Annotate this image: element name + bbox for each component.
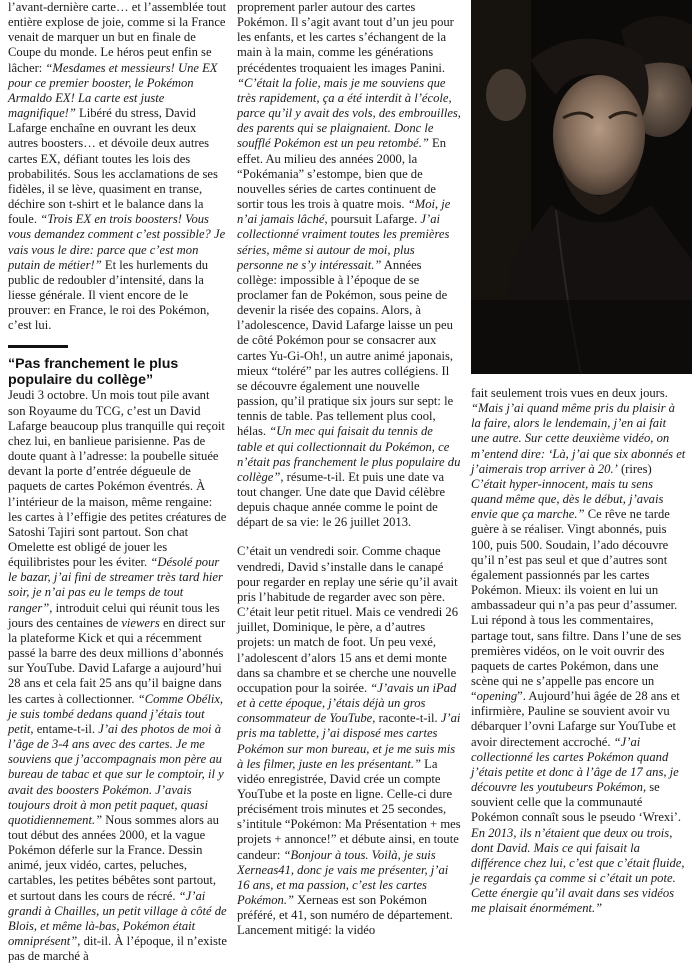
body-text: , introduit celui qui réunit tous les jours des centaines de [8, 600, 220, 630]
quote-text: J’ai des photos de moi à l’âge de 3-4 ans avec des cartes. Je me souviens que j’accompagnais mon père au bureau de tabac et que sur le comptoir, il y avait des boosters Pokémon. J’avais toujours droit à mon petit paquet, quasi quotidiennement.” [8, 721, 224, 827]
body-text: proprement parler autour des cartes Pokémon. Il s’agit avant tout d’un jeu pour les enfants, et les cartes s’échangent de la main à la main, comme les générations précédentes troquaient les images Panini. [237, 0, 454, 75]
body-text: , se souvient celle que la communauté Pokémon connaît sous le pseudo ‘Wrexi’. [471, 780, 682, 825]
quote-text: “Trois EX en trois boosters! Vous vous demandez comment c’est possible? Je vais vous le dire: parce que c’est mon putain de métier!” [8, 212, 226, 272]
heading-rule [8, 345, 68, 348]
quote-text: “Bonjour à tous. Voilà, je suis Xerneas41, donc je vais me présenter, j’ai 16 ans, et ma passion, c’est les cartes Pokémon.” [237, 847, 449, 908]
quote-text: viewers [121, 615, 160, 630]
body-text: Jeudi 3 octobre. Un mois tout pile avant son Royaume du TCG, c’est un David Lafarge beaucoup plus tranquille qui reçoit chez lui, en banlieue parisienne. Pas de doute quant à l’adresse: la poubelle située devant la porte d’entrée dégueule de paquets de cartes Pokémon éventrés. À l’intérieur de la maison, même rengaine: les cartes à l’effigie des petites créatures de Satoshi Tajiri sont partout. Son chat Omelette est obligé de jouer les équilibristes pour les éviter. [8, 388, 227, 570]
paragraph [8, 388, 228, 964]
quote-text: “J’ai grandi à Chailles, un petit village à côté de Blois, et même là-bas, Pokémon était omniprésent” [8, 888, 227, 949]
quote-text: “Comme Obélix, je suis tombé dedans quand j’étais tout petit [8, 691, 224, 736]
quote-text: J’ai collectionné vraiment toutes les premières séries, même si autour de moi, plus personne ne s’y intéressait.” [237, 212, 450, 272]
body-text: ”. Aujourd’hui âgée de 28 ans et infirmière, Pauline se souvient avoir vu débarquer l’ovni Lafarge sur YouTube et avoir directement accroché. [471, 689, 680, 749]
body-text: Nous sommes alors au tout début des années 2000, et la vague Pokémon déferle sur la France. Dessin animé, jeux vidéo, cartes, peluches, cartables, les petites bébêtes sont partout, et surtout dans les cours de récré. [8, 812, 219, 903]
article-column-2 [237, 0, 461, 938]
quote-text: “Mesdames et messieurs! Une EX pour ce premier booster, le Pokémon Armaldo EX! La carte est juste magnifique!” [8, 60, 218, 121]
article-column-3 [471, 386, 687, 916]
body-text: En effet. Au milieu des années 2000, la “Pokémania” s’estompe, bien que de nouvelles séries de cartes continuent de sortir tous les trois à quatre mois. [237, 136, 447, 212]
body-text: , raconte-t-il. [372, 711, 441, 726]
quote-text: En 2013, ils n’étaient que deux ou trois, dont David. Mais ce qui faisait la différence chez lui, c’est que c’était fluide, je regardais ça comme si c’était un pote. Cette énergie qu’il avait dans ses vidéos me plaisait énormément.” [471, 825, 685, 916]
quote-text: “Mais j’ai quand même pris du plaisir à la faire, alors le lendemain, j’en ai fait une autre. Sur cette deuxième vidéo, on m’entend dire: ‘Là, j’ai que six abonnés et j’aimerais trop arriver à 20.’ [471, 401, 686, 476]
body-text: , dit-il. À l’époque, il n’existe pas de marché à [8, 934, 227, 964]
body-text: en direct sur la plateforme Kick et qui a récemment passé la barre des deux millions d’abonnés sur YouTube. David Lafarge a aujourd’hui 28 ans et cela fait 25 ans qu’il baigne dans les cartes à collectionner. [8, 615, 226, 706]
body-text: Xerneas est son Pokémon préféré, et 41, son numéro de département. Lancement mitigé: la vidéo [237, 893, 453, 938]
quote-text: C’était hyper-innocent, mais tu sens quand même que, dès le début, j’avais envie que ça marche.” [471, 476, 664, 522]
body-text: , entame-t-il. [30, 721, 99, 736]
body-text: Libéré du stress, David Lafarge enchaîne en ouvrant les deux autres boosters… et dévoile deux autres cartes EX, défiant toutes les lois des probabilités. Sous les acclamations de ses fidèles, il se lève, quasiment en transe, déchire son t-shirt et le balance dans la foule. [8, 106, 218, 227]
section-heading: “Pas franchement le plus populaire du collège” [8, 356, 179, 388]
quote-text: “Un mec qui faisait du tennis de table et qui collectionnait du Pokémon, ce n’était pas franchement le plus populaire du collège” [237, 424, 461, 484]
body-text: l’avant-dernière carte… et l’assemblée tout entière explose de joie, comme si la France venait de marquer un but en finale de Coupe du monde. Le héros peut enfin se lâcher: [8, 0, 227, 75]
quote-text: J’ai pris ma tablette, j’ai disposé mes cartes Pokémon sur mon bureau, et je me suis mis à les filmer, juste en les présentant.” [237, 711, 461, 771]
body-text: C’était un vendredi soir. Comme chaque vendredi, David s’installe dans le canapé pour regarder en replay une série qu’il avait pris l’habitude de regarder avec son père. C’était leur petit rituel. Mais ce vendredi 26 juillet, Dominique, le père, a d’autres projets: un match de foot. Un peu vexé, l’adolescent d’alors 15 ans et demi monte dans sa chambre et se cherche une nouvelle occupation pour la soirée. [237, 544, 459, 695]
quote-text: “Moi, je n’ai jamais lâché [237, 197, 451, 227]
paragraph [471, 386, 687, 916]
article-column-1 [8, 0, 228, 964]
portrait-photo-illustration [471, 0, 692, 374]
quote-text: “Désolé pour le bazar, j’ai fini de streamer très tard hier soir, je n’ai pas eu le temps de tout ranger” [8, 555, 223, 615]
body-text: , poursuit Lafarge. [324, 212, 421, 227]
body-text: (rires) [617, 461, 652, 476]
quote-text: opening [476, 689, 518, 704]
portrait-photo [471, 0, 692, 374]
paragraph [237, 544, 461, 938]
body-text: Et les hurlements du public de redoubler d’intensité, dans la liesse générale. Il vient encore de le prouver: en France, le roi des Pokémon, c’est lui. [8, 257, 210, 333]
body-text: La vidéo enregistrée, David crée un compte YouTube et la poste en ligne. Celle-ci dure précisément trois minutes et 25 secondes, s’intitule “Pokémon: Ma Présentation + mes projets + annonce!” et débute ainsi, en toute candeur: [237, 756, 461, 862]
body-text: Années collège: impossible à l’époque de se proclamer fan de Pokémon, sous peine de devenir la risée des copains. Alors, à l’adolescence, David Lafarge laisse un peu de côté Pokémon pour se consacrer aux cartes Yu-Gi-Oh!, un autre animé japonais, mieux “toléré” par les autres collégiens. Il se découvre également une nouvelle passion, qu’il pratique six jours sur sept: le tennis de table. Pas tellement plus cool, hélas. [237, 257, 454, 439]
body-text: , résume-t-il. Et puis une date va tout changer. Une date que David célèbre depuis chaque année comme le point de départ de sa vie: le 26 juillet 2013. [237, 469, 446, 530]
quote-text: “J’avais un iPad et à cette époque, j’étais déjà un gros consommateur de YouTube [237, 680, 457, 726]
body-text: Ce rêve ne tarde guère à se réaliser. Vingt abonnés, puis 100, puis 500. Soudain, l’ado découvre qu’il n’est pas seul et que d’autres sont également passionnés par les cartes Pokémon. Mieux: ils voient en lui un ambassadeur qui n’a pas peur d’assumer. Lui répond à tous les commentaires, partage tout, sans filtre. Dans l’une de ses premières vidéos, on le voit ouvrir des paquets de cartes Pokémon, dans une scène qui ne s’appelle pas encore un “ [471, 507, 682, 704]
paragraph [237, 0, 461, 530]
paragraph [8, 0, 228, 333]
quote-text: “C’était la folie, mais je me souviens que très rapidement, ça a été interdit à l’école, parce qu’il y avait des vols, des embrouilles, des parents qui se plaignaient. Donc le soufflé Pokémon est un peu retombé.” [237, 75, 461, 151]
quote-text: “J’ai collectionné les cartes Pokémon quand j’étais petite et donc à l’âge de 17 ans, je découvre les youtubeurs Pokémon [471, 734, 679, 795]
body-text: fait seulement trois vues en deux jours. [471, 386, 668, 400]
